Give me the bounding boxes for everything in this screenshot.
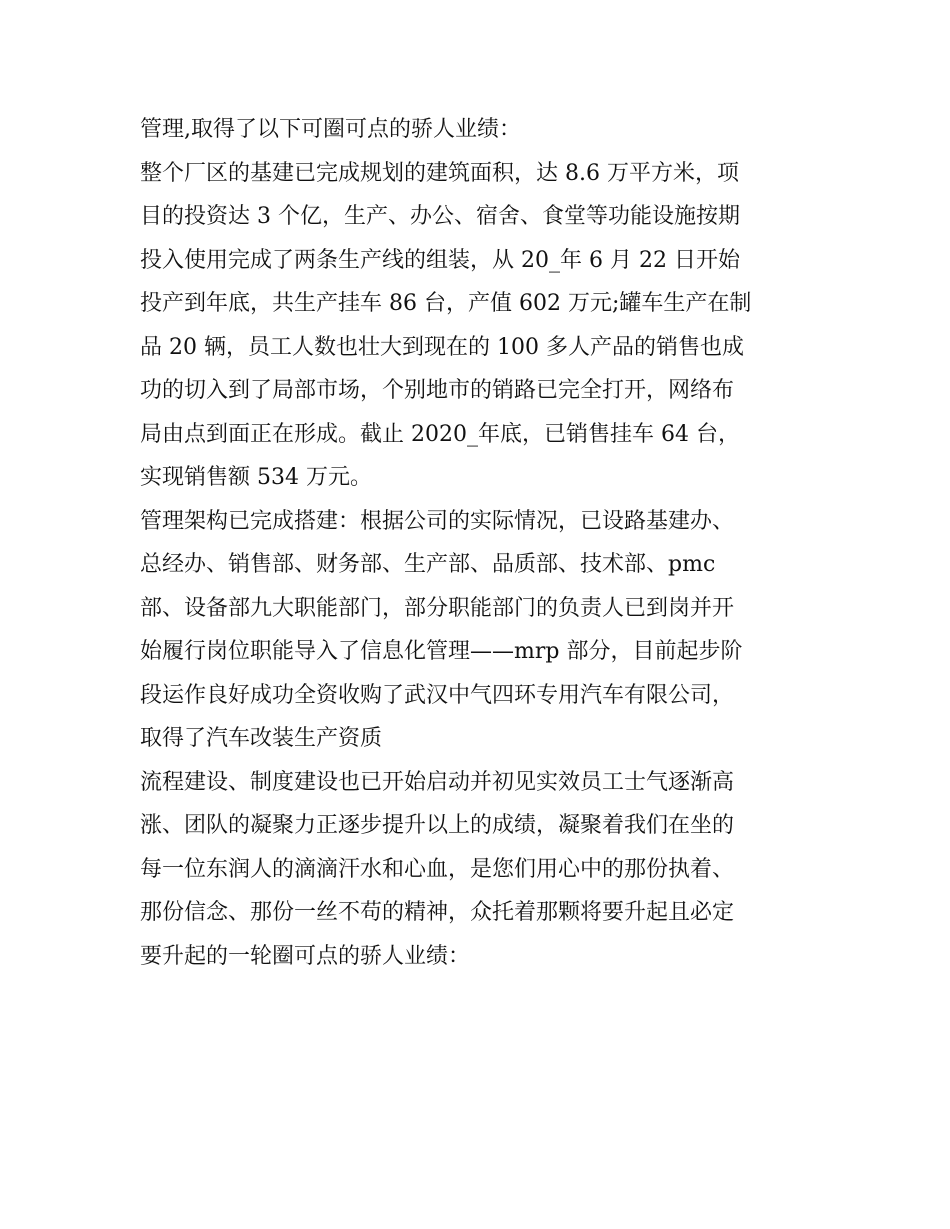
text-line: 实现销售额 534 万元。 xyxy=(140,465,372,490)
text-line: 总经办、销售部、财务部、生产部、品质部、技术部、pmc xyxy=(140,552,716,577)
text-line: 要升起的一轮圈可点的骄人业绩： xyxy=(140,943,471,969)
text-line: 目的投资达 3 个亿，生产、办公、宿舍、食堂等功能设施按期 xyxy=(140,204,740,229)
text-line: 部、设备部九大职能部门，部分职能部门的负责人已到岗并开 xyxy=(140,595,735,621)
text-line: 功的切入到了局部市场，个别地市的销路已完全打开，网络布 xyxy=(140,378,735,403)
text-line: 那份信念、那份一丝不苟的精神，众托着那颗将要升起且必定 xyxy=(140,900,735,925)
text-line: 投入使用完成了两条生产线的组装，从 20_年 6 月 22 日开始 xyxy=(140,247,740,273)
text-line: 管理,取得了以下可圈可点的骄人业绩： xyxy=(140,117,521,142)
text-line: 整个厂区的基建已完成规划的建筑面积，达 8.6 万平方米，项 xyxy=(140,160,739,186)
text-line: 取得了汽车改装生产资质 xyxy=(140,726,383,751)
text-line: 局由点到面正在形成。截止 2020_年底，已销售挂车 64 台， xyxy=(140,421,740,447)
text-line: 流程建设、制度建设也已开始启动并初见实效员工士气逐渐高 xyxy=(140,769,735,795)
text-line: 品 20 辆，员工人数也壮大到现在的 100 多人产品的销售也成 xyxy=(140,334,744,360)
text-line: 涨、团队的凝聚力正逐步提升以上的成绩，凝聚着我们在坐的 xyxy=(140,813,735,838)
text-line: 管理架构已完成搭建：根据公司的实际情况，已设路基建办、 xyxy=(140,508,735,534)
text-line: 投产到年底，共生产挂车 86 台，产值 602 万元;罐车生产在制 xyxy=(140,291,752,316)
body-text xyxy=(140,108,820,978)
text-line: 始履行岗位职能导入了信息化管理——mrp 部分，目前起步阶 xyxy=(140,639,743,664)
text-line: 每一位东润人的滴滴汗水和心血，是您们用心中的那份执着、 xyxy=(140,856,735,882)
text-line: 段运作良好成功全资收购了武汉中气四环专用汽车有限公司， xyxy=(140,682,735,708)
